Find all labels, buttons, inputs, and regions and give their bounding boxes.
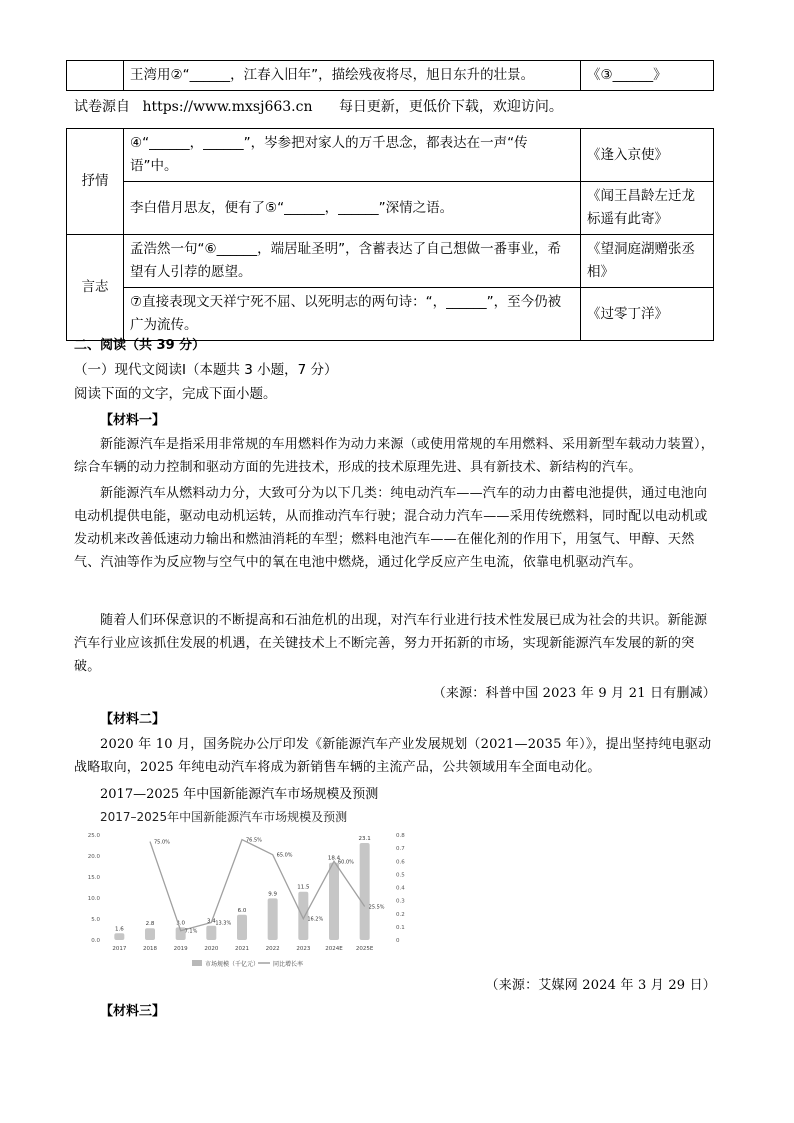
left-tick-label: 5.0: [91, 917, 100, 923]
question-text: 王湾用②“______，江春入旧年”，描绘残夜将尽，旭日东升的壮景。: [124, 61, 581, 91]
x-tick-label: 2023: [296, 946, 311, 952]
question-text: ④“______，______”，岑参把对家人的万千思念，都表达在一声“传语”中。: [124, 129, 581, 182]
right-tick-label: 0.5: [396, 872, 405, 879]
bar: [237, 915, 247, 940]
right-tick-label: 0.2: [396, 911, 405, 918]
table-row: [67, 129, 714, 182]
right-tick-label: 0.3: [396, 898, 405, 905]
x-tick-label: 2017: [112, 946, 127, 952]
top-question-table: [66, 60, 714, 91]
bar: [360, 843, 370, 940]
table-row: [67, 61, 714, 91]
right-tick-label: 0.6: [396, 859, 405, 866]
bar: [329, 863, 339, 940]
material1-paragraph-1: 新能源汽车是指采用非常规的车用燃料作为动力来源（或使用常规的车用燃料、采用新型车载动力装置），综合车辆的动力控制和驱动方面的先进技术，形成的技术原理先进、具有新技术、新结构的汽车。: [74, 437, 714, 475]
bar-value-label: 18.4: [327, 855, 341, 862]
bar-value-label: 1.6: [114, 926, 124, 933]
bar-value-label: 3.0: [176, 920, 186, 927]
chart-caption: 2017—2025 年中国新能源汽车市场规模及预测: [100, 787, 379, 802]
right-tick-label: 0: [396, 938, 400, 944]
left-tick-label: 0.0: [91, 938, 100, 944]
left-tick-label: 15.0: [87, 875, 100, 881]
growth-rate-label: 13.3%: [215, 920, 232, 927]
market-chart: [80, 805, 410, 970]
legend-line-label: 同比增长率: [273, 961, 304, 968]
question-text: 李白借月思友，便有了⑤“______，______”深情之语。: [124, 182, 581, 235]
growth-rate-label: 16.2%: [307, 916, 324, 923]
source-cell: 《望洞庭湖赠张丞相》: [581, 235, 714, 288]
table-row: [67, 288, 714, 341]
bar-value-label: 9.9: [268, 891, 278, 898]
material2-label: 【材料二】: [100, 712, 166, 727]
x-tick-label: 2018: [143, 946, 157, 952]
right-tick-label: 0.8: [396, 833, 405, 839]
right-tick-label: 0.7: [396, 846, 405, 853]
sub-heading: （一）现代文阅读Ⅰ（本题共 3 小题，7 分）: [74, 362, 338, 378]
source-cell: 《③______》: [581, 61, 714, 91]
category-cell: 抒情: [67, 129, 124, 235]
chart-legend: [192, 960, 303, 968]
instruction: 阅读下面的文字，完成下面小题。: [74, 386, 277, 402]
material2-paragraph-1: 2020 年 10 月，国务院办公厅印发《新能源汽车产业发展规划（2021—2035 年）》，提出坚持纯电驱动战略取向，2025 年纯电动汽车将成为新销售车辆的主流产品，公共领域用车全面电动化。: [74, 737, 712, 775]
material1-paragraph-3: 随着人们环保意识的不断提高和石油危机的出现，对汽车行业进行技术性发展已成为社会的共识。新能源汽车行业应该抓住发展的机遇，在关键技术上不断完善，努力开拓新的市场，实现新能源汽车发展的新的突破。: [74, 613, 708, 674]
bar: [268, 898, 278, 940]
watermark-slogan: 每日更新，更低价下载，欢迎访问。: [338, 99, 563, 115]
bar-value-label: 2.8: [145, 921, 155, 928]
question-text: 孟浩然一句“⑥______，端居耻圣明”，含蓄表达了自己想做一番事业，希望有人引荐的愿望。: [124, 235, 581, 288]
left-tick-label: 25.0: [87, 833, 100, 839]
left-tick-label: 20.0: [87, 854, 100, 860]
source-cell: 《闻王昌龄左迁龙标遥有此寄》: [581, 182, 714, 235]
x-tick-label: 2022: [265, 946, 280, 952]
x-tick-label: 2021: [235, 946, 249, 952]
source-cell: 《过零丁洋》: [581, 288, 714, 341]
bar: [114, 933, 124, 940]
legend-bar-label: 市场规模（千亿元）: [205, 961, 260, 968]
growth-rate-label: 25.5%: [368, 904, 385, 911]
watermark-line: [74, 96, 563, 118]
question-text: ⑦直接表现文天祥宁死不屈、以死明志的两句诗：“，______”，至今仍被广为流传。: [124, 288, 581, 341]
material2-source: （来源：艾媒网 2024 年 3 月 29 日）: [485, 978, 716, 993]
x-tick-label: 2020: [204, 946, 219, 952]
growth-rate-label: 76.5%: [246, 837, 262, 844]
x-tick-label: 2019: [173, 946, 188, 952]
x-tick-label: 2024E: [325, 946, 343, 952]
bar-value-label: 3.4: [206, 918, 216, 925]
bar-value-label: 6.0: [237, 907, 247, 914]
bar-value-label: 11.5: [297, 884, 310, 891]
right-tick-label: 0.1: [396, 924, 405, 931]
chart-line: [150, 835, 385, 935]
legend-bar-swatch: [192, 960, 202, 966]
table-row: [67, 235, 714, 288]
left-tick-label: 10.0: [87, 896, 100, 902]
right-tick-label: 0.4: [396, 885, 405, 892]
growth-rate-label: 75.0%: [154, 839, 170, 846]
material1-label: 【材料一】: [100, 413, 166, 428]
category-cell: 言志: [67, 235, 124, 341]
x-tick-label: 2025E: [355, 946, 374, 952]
watermark-url[interactable]: https://www.mxsj663.cn: [142, 99, 313, 115]
material1-paragraph-2: 新能源汽车从燃料动力分，大致可分为以下几类：纯电动汽车——汽车的动力由蓄电池提供，通过电池向电动机提供电能，驱动电动机运转，从而推动汽车行驶；混合动力汽车——采用传统燃料，同时配以电动机或发动机来改善低速动力输出和燃油消耗的车型；燃料电池汽车——在催化剂的作用下，用氢气、甲醇、天然气、汽油等作为反应物与空气中的氧在电池中燃烧，通过化学反应产生电流，依靠电机驱动汽车。: [74, 486, 708, 570]
growth-rate-label: 65.0%: [276, 852, 293, 859]
growth-rate-label: 7.1%: [184, 928, 198, 935]
growth-rate-label: 60.0%: [338, 859, 354, 866]
table-row: [67, 182, 714, 235]
poetry-question-table: [66, 128, 714, 341]
material1-source: （来源：科普中国 2023 年 9 月 21 日有删减）: [432, 686, 716, 701]
bar: [145, 928, 155, 940]
watermark-label: 试卷源自: [74, 99, 130, 115]
bar-value-label: 23.1: [358, 835, 371, 842]
section-heading: 二、阅读（共 39 分）: [74, 338, 206, 353]
empty-category-cell: [67, 61, 124, 91]
source-cell: 《逢入京使》: [581, 129, 714, 182]
material3-label: 【材料三】: [100, 1004, 166, 1019]
chart-title: 2017–2025年中国新能源汽车市场规模及预测: [100, 810, 348, 824]
bar: [206, 926, 216, 940]
